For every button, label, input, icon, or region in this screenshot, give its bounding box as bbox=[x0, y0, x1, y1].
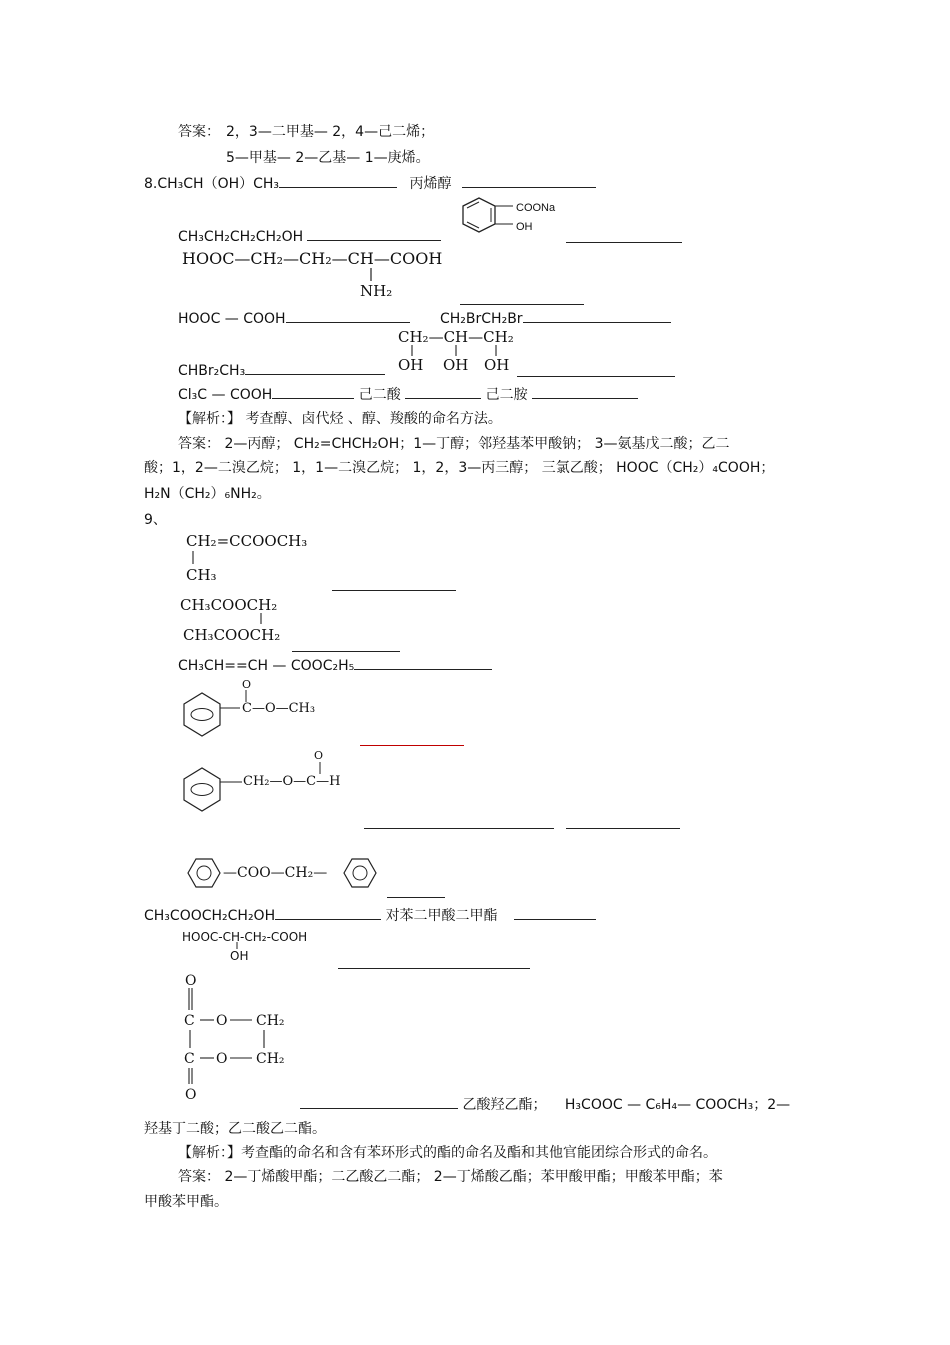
answer-blank[interactable] bbox=[514, 907, 596, 920]
q8-item-isopropanol: CH₃CH（OH）CH₃ bbox=[157, 176, 280, 192]
answer-blank[interactable] bbox=[279, 175, 397, 188]
salicylate-oh-label: OH bbox=[516, 221, 533, 233]
q8-row5 bbox=[178, 386, 638, 404]
answer-blank-s1[interactable] bbox=[332, 590, 456, 591]
q9-s7b: 对苯二甲酸二甲酯 bbox=[385, 908, 498, 924]
q9-answer-line2: 甲酸苯甲酯。 bbox=[144, 1194, 228, 1210]
q9-answer-tail-row bbox=[300, 1096, 790, 1114]
glutamic-bond bbox=[370, 268, 374, 282]
answer-blank[interactable] bbox=[272, 386, 354, 399]
glycerol-oh-3: OH bbox=[484, 356, 510, 374]
q9-s1-bond bbox=[192, 551, 196, 565]
q9-s8-top: HOOC-CH-CH₂-COOH bbox=[182, 930, 308, 944]
q8-item-oxalic: HOOC — COOH bbox=[178, 311, 286, 327]
q9-s5-o: O bbox=[314, 749, 324, 762]
q9-answer-tail2: H₃COOC — C₆H₄— COOCH₃；2— bbox=[564, 1097, 791, 1113]
q9-number: 9、 bbox=[144, 512, 167, 528]
q8-answer-line1: 2—丙醇； CH₂=CHCH₂OH；1—丁醇；邻羟基苯甲酸钠； 3—氨基戊二酸；乙二 bbox=[224, 436, 730, 452]
q9-s1-top: CH₂=CCOOCH₃ bbox=[186, 532, 308, 550]
q8-row2 bbox=[178, 228, 441, 246]
q9-s2-bond bbox=[260, 613, 264, 625]
q9-s7: CH₃COOCH₂CH₂OH bbox=[144, 908, 276, 924]
answer-blank-glutamic[interactable] bbox=[460, 304, 584, 305]
q9-answer-row1 bbox=[178, 1168, 723, 1186]
q9-answer-line1: 2—丁烯酸甲酯；二乙酸乙二酯； 2—丁烯酸乙酯；苯甲酸甲酯；甲酸苯甲酯；苯 bbox=[224, 1169, 723, 1185]
q8-answer-line2: 酸；1，2—二溴乙烷； 1，1—二溴乙烷； 1，2，3—丙三醇； 三氯乙酸； HOOC（CH₂）₄COOH； bbox=[144, 460, 775, 476]
q8-item-hexanedioic: 己二酸 bbox=[358, 387, 401, 403]
q8-row1 bbox=[144, 175, 596, 193]
q8-number: 8. bbox=[144, 176, 158, 192]
q9-s3-row bbox=[178, 657, 492, 675]
answer-blank-s8[interactable] bbox=[338, 968, 530, 969]
answer-blank[interactable] bbox=[300, 1096, 458, 1109]
q9-s9-o-bot: O bbox=[185, 1087, 197, 1103]
q8-row3b bbox=[440, 310, 671, 328]
q7-answer-line1: 2，3—二甲基— 2，4—己二烯； bbox=[226, 124, 435, 140]
answer-blank-s5a[interactable] bbox=[364, 828, 554, 829]
q8-answer-label: 答案： bbox=[178, 436, 220, 452]
answer-blank[interactable] bbox=[523, 310, 671, 323]
q9-s9-o-ring-bot: O bbox=[216, 1051, 228, 1067]
q9-s2-top: CH₃COOCH₂ bbox=[180, 596, 278, 614]
glycerol-oh-1: OH bbox=[398, 356, 424, 374]
q9-s5-chain: CH₂—O—C—H bbox=[243, 774, 341, 789]
q9-s9-c-bot: C bbox=[184, 1051, 195, 1067]
q8-item-dibromoethane: CH₂BrCH₂Br bbox=[440, 311, 523, 327]
answer-blank[interactable] bbox=[275, 907, 381, 920]
q9-s1-sub: CH₃ bbox=[186, 566, 217, 584]
q9-s9-o-ring-top: O bbox=[216, 1013, 228, 1029]
glutamic-acid-main: HOOC—CH₂—CH₂—CH—COOH bbox=[182, 249, 443, 268]
answer-blank-salicylate[interactable] bbox=[566, 242, 682, 243]
q8-item-propenol: 丙烯醇 bbox=[409, 176, 452, 192]
q8-row4 bbox=[178, 362, 385, 380]
glutamic-nh2: NH₂ bbox=[360, 282, 393, 300]
answer-blank-glycerol[interactable] bbox=[517, 376, 675, 377]
q8-row3 bbox=[178, 310, 410, 328]
q8-answer-row1 bbox=[178, 435, 729, 453]
q9-s9-o-top: O bbox=[185, 973, 197, 989]
q9-s2-bot: CH₃COOCH₂ bbox=[183, 626, 281, 644]
q8-item-butanol: CH₃CH₂CH₂CH₂OH bbox=[178, 229, 304, 245]
q9-answer-tail3: 羟基丁二酸；乙二酸乙二酯。 bbox=[144, 1121, 326, 1137]
q9-s3: CH₃CH==CH — COOC₂H₅ bbox=[178, 658, 355, 674]
answer-blank[interactable] bbox=[245, 362, 385, 375]
q9-s7-row bbox=[144, 907, 596, 925]
answer-blank[interactable] bbox=[354, 657, 492, 670]
answer-blank-s4[interactable] bbox=[360, 745, 464, 746]
q9-analysis: 【解析：】考查酯的命名和含有苯环形式的酯的命名及酯和其他官能团综合形式的命名。 bbox=[178, 1145, 717, 1161]
q9-answer-tail1: 乙酸羟乙酯； bbox=[462, 1097, 547, 1113]
answer-blank-s6[interactable] bbox=[387, 897, 445, 898]
q8-item-cl3c: Cl₃C — COOH bbox=[178, 387, 273, 403]
q8-answer-line3: H₂N（CH₂）₆NH₂。 bbox=[144, 486, 271, 502]
sodium-salicylate-structure bbox=[455, 196, 575, 236]
answer-blank[interactable] bbox=[307, 228, 441, 241]
salicylate-coona-label: COONa bbox=[516, 202, 556, 214]
answer-blank-s2[interactable] bbox=[292, 651, 400, 652]
q9-s9-ch2-bot: CH₂ bbox=[256, 1051, 285, 1067]
q9-s4-chain: C—O—CH₃ bbox=[242, 701, 316, 716]
q8-item-chbr2ch3: CHBr₂CH₃ bbox=[178, 363, 246, 379]
q9-s4-o: O bbox=[242, 678, 252, 691]
answer-blank[interactable] bbox=[405, 386, 481, 399]
glycerol-oh-2: OH bbox=[443, 356, 469, 374]
q7-answer-label: 答案： bbox=[178, 124, 220, 140]
q9-s6-benzene-ring-right bbox=[342, 856, 378, 890]
answer-blank[interactable] bbox=[286, 310, 410, 323]
glycerol-chain: CH₂—CH—CH₂ bbox=[398, 328, 514, 346]
q9-answer-label: 答案： bbox=[178, 1169, 220, 1185]
answer-blank[interactable] bbox=[532, 386, 638, 399]
q7-answer-line2: 5—甲基— 2—乙基— 1—庚烯。 bbox=[226, 150, 430, 166]
answer-blank-s5b[interactable] bbox=[566, 828, 680, 829]
q8-analysis: 【解析：】 考查醇、卤代烃 、醇、羧酸的命名方法。 bbox=[178, 411, 502, 427]
q9-s6-chain: —COO—CH₂— bbox=[223, 865, 328, 881]
q8-item-hexanediamine: 己二胺 bbox=[485, 387, 528, 403]
q9-s8-oh: OH bbox=[230, 949, 249, 963]
q9-s9-ch2-top: CH₂ bbox=[256, 1013, 285, 1029]
q9-s9-c-top: C bbox=[184, 1013, 195, 1029]
q9-s9-bonds bbox=[180, 988, 290, 1088]
q9-s6-benzene-ring-left bbox=[186, 856, 222, 890]
answer-blank[interactable] bbox=[462, 175, 596, 188]
